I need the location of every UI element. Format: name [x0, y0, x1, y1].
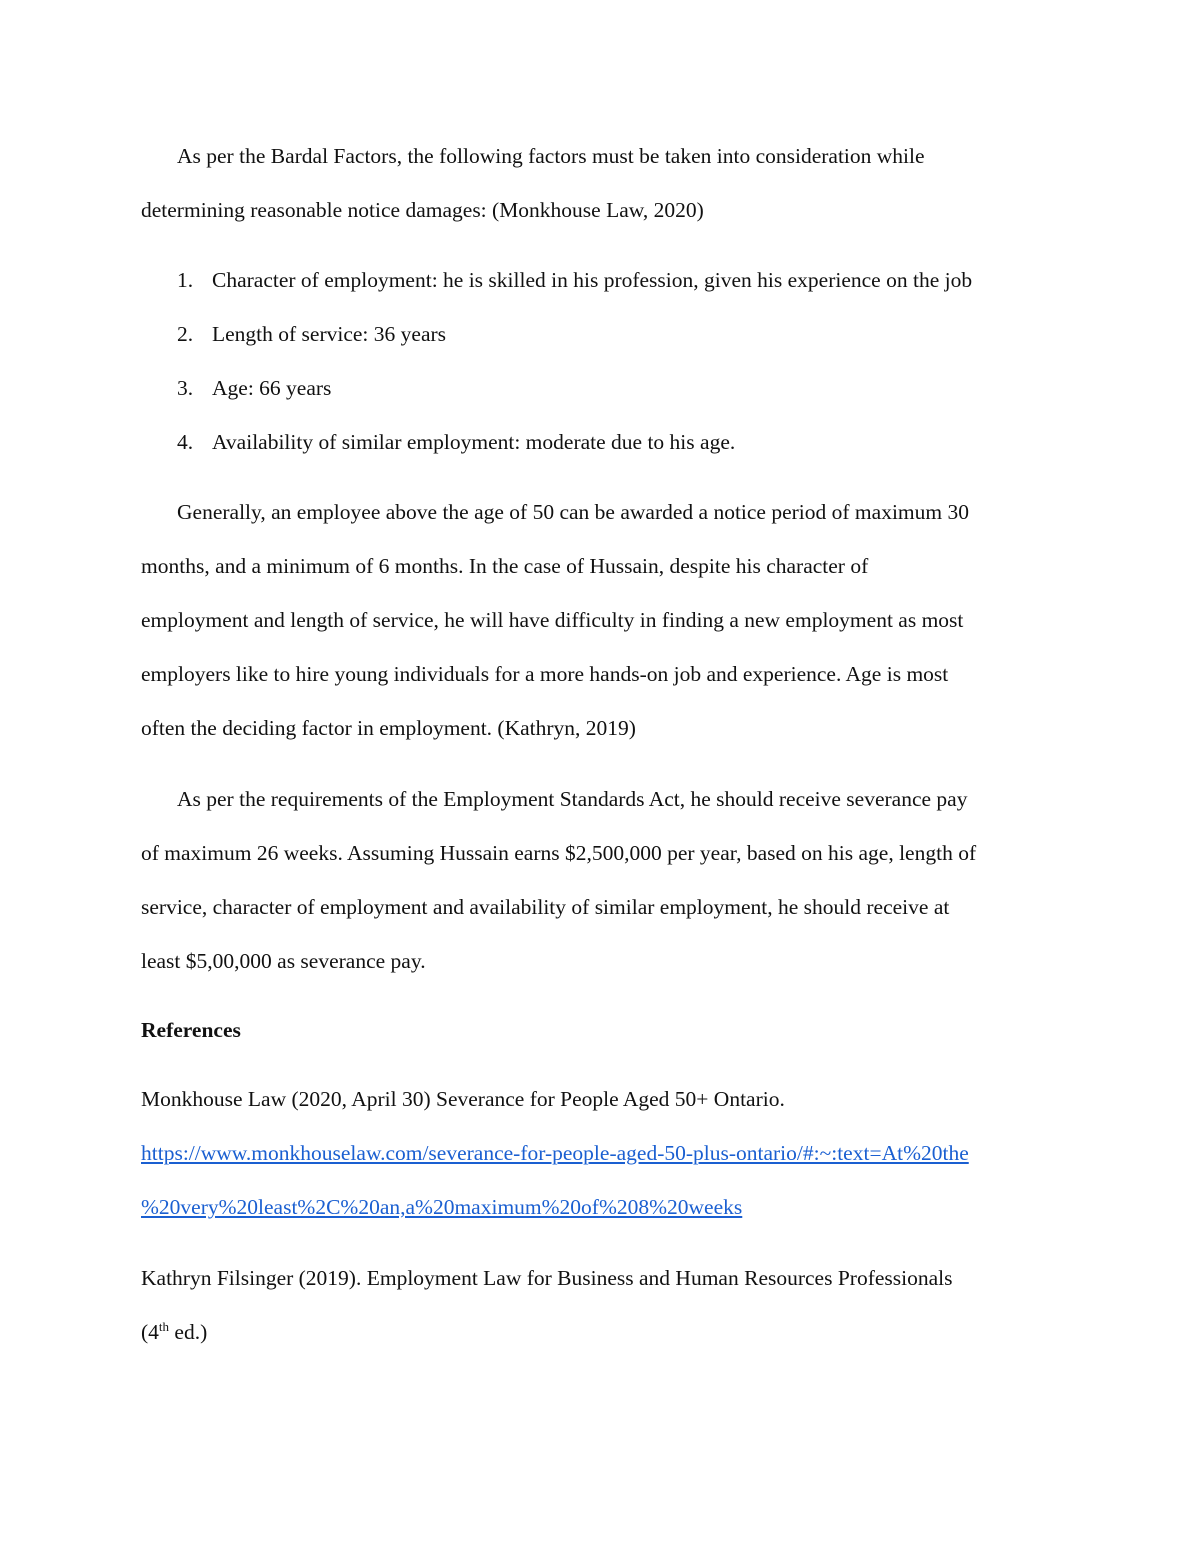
reference-2-edition-suffix: ed.) — [169, 1320, 208, 1344]
references-heading: References — [141, 1018, 241, 1042]
para2-line-4: employers like to hire young individuals for a more hands-on job and experience. Age is most — [141, 662, 949, 686]
para2-line-2: months, and a minimum of 6 months. In the case of Hussain, despite his character of — [141, 554, 869, 578]
factor-number-2: 2. — [177, 322, 194, 346]
para2-line-1: Generally, an employee above the age of 50 can be awarded a notice period of maximum 30 — [177, 500, 969, 524]
reference-2-line-1: Kathryn Filsinger (2019). Employment Law for Business and Human Resources Professionals — [141, 1266, 953, 1290]
reference-1-link-line-1[interactable]: https://www.monkhouselaw.com/severance-for-people-aged-50-plus-ontario/#:~:text=At%20the — [141, 1141, 969, 1165]
reference-1-text: Monkhouse Law (2020, April 30) Severance for People Aged 50+ Ontario. — [141, 1087, 785, 1111]
para3-line-1: As per the requirements of the Employment Standards Act, he should receive severance pay — [177, 787, 968, 811]
para2-line-5: often the deciding factor in employment. (Kathryn, 2019) — [141, 716, 636, 740]
para2-line-3: employment and length of service, he will have difficulty in finding a new employment as most — [141, 608, 964, 632]
para3-line-3: service, character of employment and availability of similar employment, he should receive at — [141, 895, 950, 919]
reference-2-edition-prefix: (4 — [141, 1320, 159, 1344]
factor-item-1: Character of employment: he is skilled in his profession, given his experience on the job — [212, 268, 973, 292]
factor-number-3: 3. — [177, 376, 194, 400]
para3-line-2: of maximum 26 weeks. Assuming Hussain earns $2,500,000 per year, based on his age, length of — [141, 841, 977, 865]
reference-2-line-2 — [141, 1318, 207, 1346]
reference-1-link-line-2[interactable]: %20very%20least%2C%20an,a%20maximum%20of%208%20weeks — [141, 1195, 743, 1219]
factor-number-1: 1. — [177, 268, 194, 292]
factor-item-4: Availability of similar employment: moderate due to his age. — [212, 430, 736, 454]
para3-line-4: least $5,00,000 as severance pay. — [141, 949, 426, 973]
factor-number-4: 4. — [177, 430, 194, 454]
reference-2-edition-superscript: th — [158, 1318, 170, 1334]
factor-item-2: Length of service: 36 years — [212, 322, 447, 346]
para1-line-1: As per the Bardal Factors, the following factors must be taken into consideration while — [177, 144, 925, 168]
para1-line-2: determining reasonable notice damages: (Monkhouse Law, 2020) — [141, 198, 704, 222]
factor-item-3: Age: 66 years — [212, 376, 332, 400]
